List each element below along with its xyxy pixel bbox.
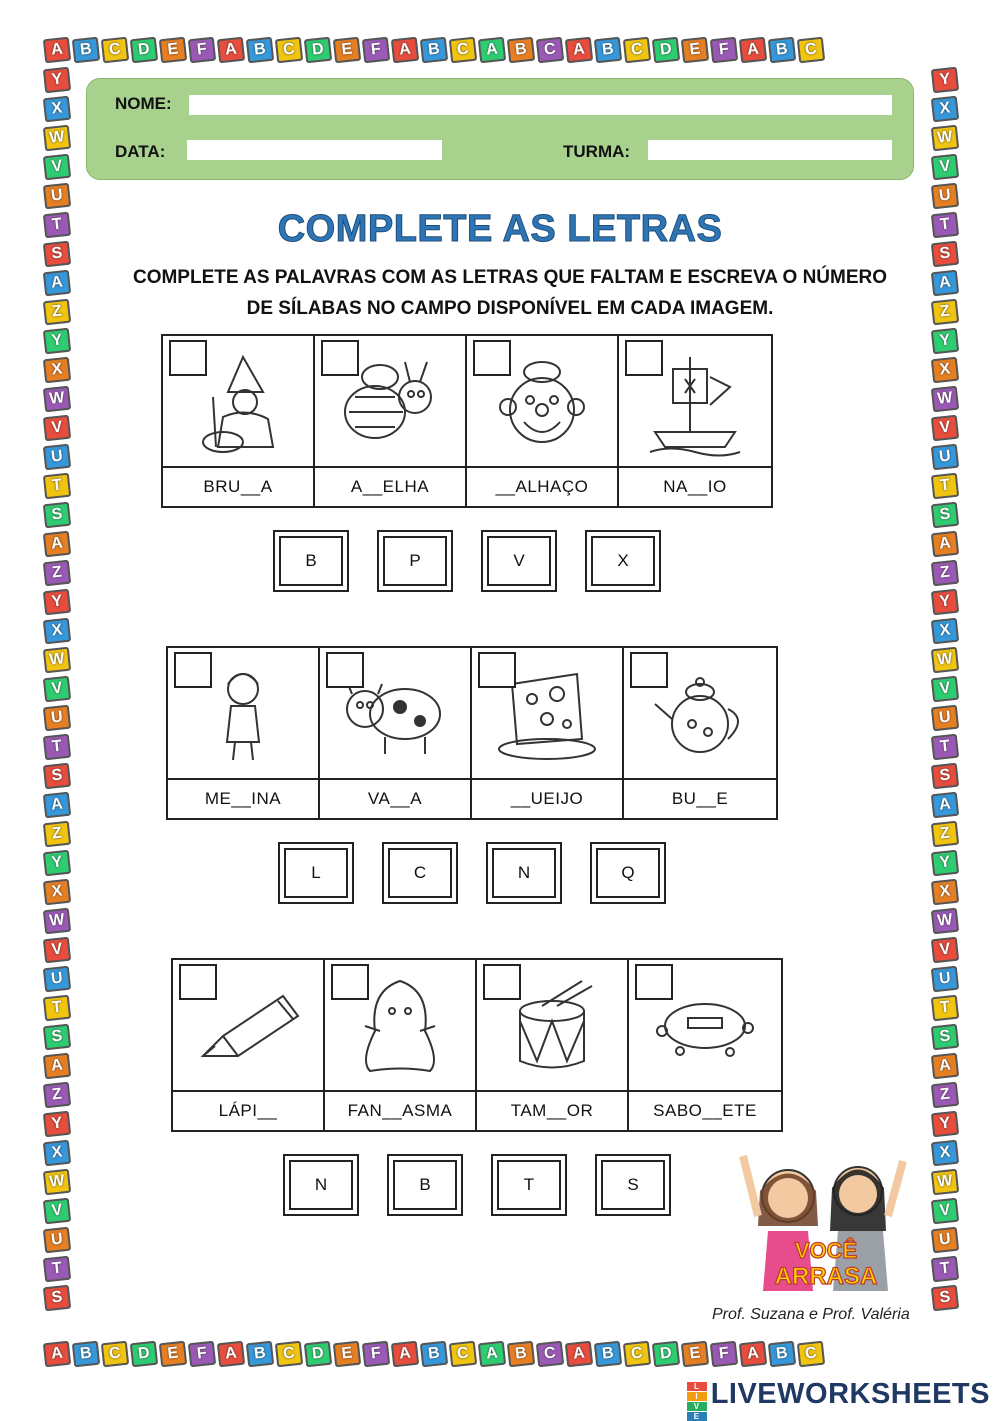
letter-block: V	[43, 1198, 71, 1225]
letter-block: Y	[931, 67, 959, 94]
word-label: TAM__OR	[477, 1090, 627, 1130]
letter-block: Y	[43, 589, 71, 616]
letter-block: F	[710, 1341, 738, 1368]
letter-block: S	[931, 241, 959, 268]
letter-block: S	[43, 763, 71, 790]
letter-block: F	[188, 1341, 216, 1368]
letter-block: T	[43, 473, 71, 500]
syllable-count-box[interactable]	[635, 964, 673, 1000]
letter-block: U	[43, 444, 71, 471]
letter-block: B	[594, 1341, 622, 1368]
letter-block: D	[304, 37, 332, 64]
letter-block: U	[931, 183, 959, 210]
letter-block: V	[931, 154, 959, 181]
letter-block: X	[931, 879, 959, 906]
letter-block: C	[536, 1341, 564, 1368]
letter-block: A	[43, 37, 71, 64]
letter-block: X	[931, 1140, 959, 1167]
syllable-count-box[interactable]	[321, 340, 359, 376]
word-label: BRU__A	[163, 466, 313, 506]
letter-block: W	[43, 1169, 71, 1196]
letter-block: U	[43, 183, 71, 210]
letter-block: U	[43, 705, 71, 732]
letter-block: Z	[931, 560, 959, 587]
letter-block: S	[43, 1285, 71, 1312]
instructions-line-1: COMPLETE AS PALAVRAS COM AS LETRAS QUE FALTAM E ESCREVA O NÚMERO	[132, 267, 888, 288]
letter-block: T	[931, 734, 959, 761]
letter-block: B	[507, 1341, 535, 1368]
letter-block: W	[43, 386, 71, 413]
letter-block: T	[43, 212, 71, 239]
letter-block: Z	[931, 299, 959, 326]
letter-block: S	[931, 1285, 959, 1312]
data-label: DATA:	[115, 142, 166, 161]
syllable-count-box[interactable]	[169, 340, 207, 376]
letter-block: E	[333, 1341, 361, 1368]
exercise-cell	[315, 336, 467, 506]
letter-block: U	[931, 1227, 959, 1254]
exercise-cell	[477, 960, 629, 1130]
letter-block: A	[43, 531, 71, 558]
syllable-count-box[interactable]	[478, 652, 516, 688]
letter-block: D	[652, 37, 680, 64]
letter-block: W	[931, 386, 959, 413]
letter-block: E	[333, 37, 361, 64]
letter-block: X	[43, 357, 71, 384]
letter-block: U	[931, 966, 959, 993]
turma-label: TURMA:	[563, 142, 631, 161]
letter-option[interactable]: S	[595, 1154, 671, 1216]
letter-block: X	[931, 618, 959, 645]
letter-block: C	[101, 37, 129, 64]
letter-block: C	[449, 37, 477, 64]
letter-block: Y	[43, 850, 71, 877]
exercise-cell	[173, 960, 325, 1130]
letter-block: D	[130, 1341, 158, 1368]
instructions-line-2: DE SÍLABAS NO CAMPO DISPONÍVEL EM CADA IMAGEM.	[246, 298, 774, 319]
letter-block: Z	[43, 299, 71, 326]
letter-block: A	[739, 37, 767, 64]
letter-options-1	[273, 530, 661, 592]
page-title: COMPLETE AS LETRAS	[277, 208, 723, 250]
letter-block: Y	[43, 328, 71, 355]
word-label: LÁPI__	[173, 1090, 323, 1130]
letter-block: A	[931, 531, 959, 558]
letter-block: S	[43, 502, 71, 529]
exercise-grid-3	[171, 958, 783, 1132]
letter-option[interactable]: C	[382, 842, 458, 904]
letter-option[interactable]: X	[585, 530, 661, 592]
letter-block: X	[43, 618, 71, 645]
letter-block: W	[931, 908, 959, 935]
letter-option[interactable]: T	[491, 1154, 567, 1216]
letter-block: E	[159, 1341, 187, 1368]
letter-block: W	[43, 647, 71, 674]
letter-option[interactable]: B	[273, 530, 349, 592]
letter-block: C	[623, 1341, 651, 1368]
border-top-blocks	[44, 38, 824, 62]
letter-option[interactable]: N	[283, 1154, 359, 1216]
teachers-illustration	[738, 1146, 918, 1296]
letter-options-3	[283, 1154, 671, 1216]
letter-block: W	[931, 125, 959, 152]
exercise-cell	[472, 648, 624, 818]
letter-block: C	[275, 1341, 303, 1368]
letter-block: X	[43, 96, 71, 123]
word-label: A__ELHA	[315, 466, 465, 506]
letter-block: A	[931, 1053, 959, 1080]
letter-block: D	[304, 1341, 332, 1368]
word-label: SABO__ETE	[629, 1090, 781, 1130]
student-info-box	[86, 78, 914, 180]
instructions	[110, 262, 910, 324]
letter-block: V	[931, 1198, 959, 1225]
letter-block: Z	[931, 821, 959, 848]
letter-block: Y	[43, 1111, 71, 1138]
letter-block: F	[188, 37, 216, 64]
letter-option[interactable]: L	[278, 842, 354, 904]
letter-block: V	[931, 937, 959, 964]
letter-block: C	[449, 1341, 477, 1368]
letter-block: A	[391, 1341, 419, 1368]
border-right-blocks	[932, 68, 958, 1310]
letter-block: B	[72, 37, 100, 64]
letter-block: A	[739, 1341, 767, 1368]
letter-block: A	[931, 270, 959, 297]
syllable-count-box[interactable]	[483, 964, 521, 1000]
letter-block: X	[931, 96, 959, 123]
letter-option[interactable]: P	[377, 530, 453, 592]
letter-block: A	[43, 270, 71, 297]
letter-block: W	[931, 1169, 959, 1196]
letter-block: Z	[43, 1082, 71, 1109]
letter-block: A	[43, 792, 71, 819]
letter-block: C	[623, 37, 651, 64]
letter-option[interactable]: V	[481, 530, 557, 592]
credit-text: Prof. Suzana e Prof. Valéria	[712, 1306, 910, 1323]
exercise-cell	[624, 648, 776, 818]
letter-block: E	[681, 1341, 709, 1368]
letter-block: Z	[43, 560, 71, 587]
badge-text-arrasa: ARRASA	[774, 1263, 878, 1290]
letter-block: T	[931, 995, 959, 1022]
letter-block: C	[536, 37, 564, 64]
letter-block: T	[931, 212, 959, 239]
syllable-count-box[interactable]	[179, 964, 217, 1000]
letter-block: A	[478, 37, 506, 64]
letter-block: A	[43, 1341, 71, 1368]
word-label: ME__INA	[168, 778, 318, 818]
letter-block: T	[931, 1256, 959, 1283]
letter-block: T	[931, 473, 959, 500]
exercise-grid-1	[161, 334, 773, 508]
word-label: BU__E	[624, 778, 776, 818]
letter-block: U	[931, 444, 959, 471]
letter-options-2	[278, 842, 666, 904]
letter-block: F	[710, 37, 738, 64]
letter-block: W	[43, 125, 71, 152]
letter-option[interactable]: Q	[590, 842, 666, 904]
letter-block: S	[43, 241, 71, 268]
letter-block: S	[43, 1024, 71, 1051]
letter-block: X	[43, 879, 71, 906]
letter-block: X	[931, 357, 959, 384]
word-label: VA__A	[320, 778, 470, 818]
letter-block: C	[275, 37, 303, 64]
word-label: NA__IO	[619, 466, 771, 506]
letter-block: B	[246, 1341, 274, 1368]
letter-block: S	[931, 502, 959, 529]
letter-block: Y	[931, 589, 959, 616]
letter-block: A	[565, 37, 593, 64]
exercise-cell	[619, 336, 771, 506]
letter-block: X	[43, 1140, 71, 1167]
letter-block: D	[130, 37, 158, 64]
letter-block: A	[217, 1341, 245, 1368]
exercise-cell	[467, 336, 619, 506]
letter-block: A	[565, 1341, 593, 1368]
letter-block: V	[43, 154, 71, 181]
syllable-count-box[interactable]	[473, 340, 511, 376]
exercise-grid-2	[166, 646, 778, 820]
letter-block: V	[43, 415, 71, 442]
letter-block: C	[101, 1341, 129, 1368]
data-field[interactable]	[187, 140, 442, 160]
letter-block: E	[681, 37, 709, 64]
letter-block: U	[43, 1227, 71, 1254]
letter-block: W	[43, 908, 71, 935]
exercise-cell	[325, 960, 477, 1130]
turma-field[interactable]	[648, 140, 892, 160]
letter-block: Y	[931, 328, 959, 355]
liveworksheets-logo[interactable]	[687, 1378, 990, 1421]
letter-block: A	[391, 37, 419, 64]
letter-block: U	[43, 966, 71, 993]
letter-block: B	[246, 37, 274, 64]
letter-block: W	[931, 647, 959, 674]
letter-block: T	[43, 734, 71, 761]
letter-block: B	[72, 1341, 100, 1368]
letter-block: A	[478, 1341, 506, 1368]
exercise-cell	[168, 648, 320, 818]
word-label: FAN__ASMA	[325, 1090, 475, 1130]
letter-block: Z	[931, 1082, 959, 1109]
letter-block: Y	[931, 850, 959, 877]
letter-block: B	[420, 37, 448, 64]
letter-block: F	[362, 1341, 390, 1368]
letter-block: B	[768, 37, 796, 64]
letter-block: B	[594, 37, 622, 64]
letter-block: S	[931, 1024, 959, 1051]
border-left-blocks	[44, 68, 70, 1310]
letter-block: B	[507, 37, 535, 64]
letter-block: Y	[43, 67, 71, 94]
exercise-cell	[629, 960, 781, 1130]
exercise-cell	[320, 648, 472, 818]
border-bottom-blocks	[44, 1342, 824, 1366]
badge-text-voce: VOCÊ	[794, 1238, 858, 1263]
letter-block: S	[931, 763, 959, 790]
letter-block: V	[931, 676, 959, 703]
word-label: __UEIJO	[472, 778, 622, 818]
exercise-cell	[163, 336, 315, 506]
live-logo-icon: L I V E	[687, 1382, 707, 1408]
nome-label: NOME:	[115, 94, 172, 113]
syllable-count-box[interactable]	[174, 652, 212, 688]
syllable-count-box[interactable]	[331, 964, 369, 1000]
letter-block: C	[797, 1341, 825, 1368]
word-label: __ALHAÇO	[467, 466, 617, 506]
letter-block: V	[931, 415, 959, 442]
syllable-count-box[interactable]	[326, 652, 364, 688]
nome-field[interactable]	[189, 95, 892, 115]
letter-block: Y	[931, 1111, 959, 1138]
letter-block: F	[362, 37, 390, 64]
letter-block: A	[931, 792, 959, 819]
letter-block: D	[652, 1341, 680, 1368]
letter-block: T	[43, 1256, 71, 1283]
letter-option[interactable]: B	[387, 1154, 463, 1216]
letter-block: A	[43, 1053, 71, 1080]
letter-block: U	[931, 705, 959, 732]
letter-block: V	[43, 937, 71, 964]
letter-block: T	[43, 995, 71, 1022]
letter-block: B	[768, 1341, 796, 1368]
letter-block: Z	[43, 821, 71, 848]
letter-block: B	[420, 1341, 448, 1368]
footer-text: LIVEWORKSHEETS	[710, 1378, 990, 1410]
syllable-count-box[interactable]	[625, 340, 663, 376]
letter-block: A	[217, 37, 245, 64]
letter-block: V	[43, 676, 71, 703]
syllable-count-box[interactable]	[630, 652, 668, 688]
letter-block: C	[797, 37, 825, 64]
letter-option[interactable]: N	[486, 842, 562, 904]
letter-block: E	[159, 37, 187, 64]
